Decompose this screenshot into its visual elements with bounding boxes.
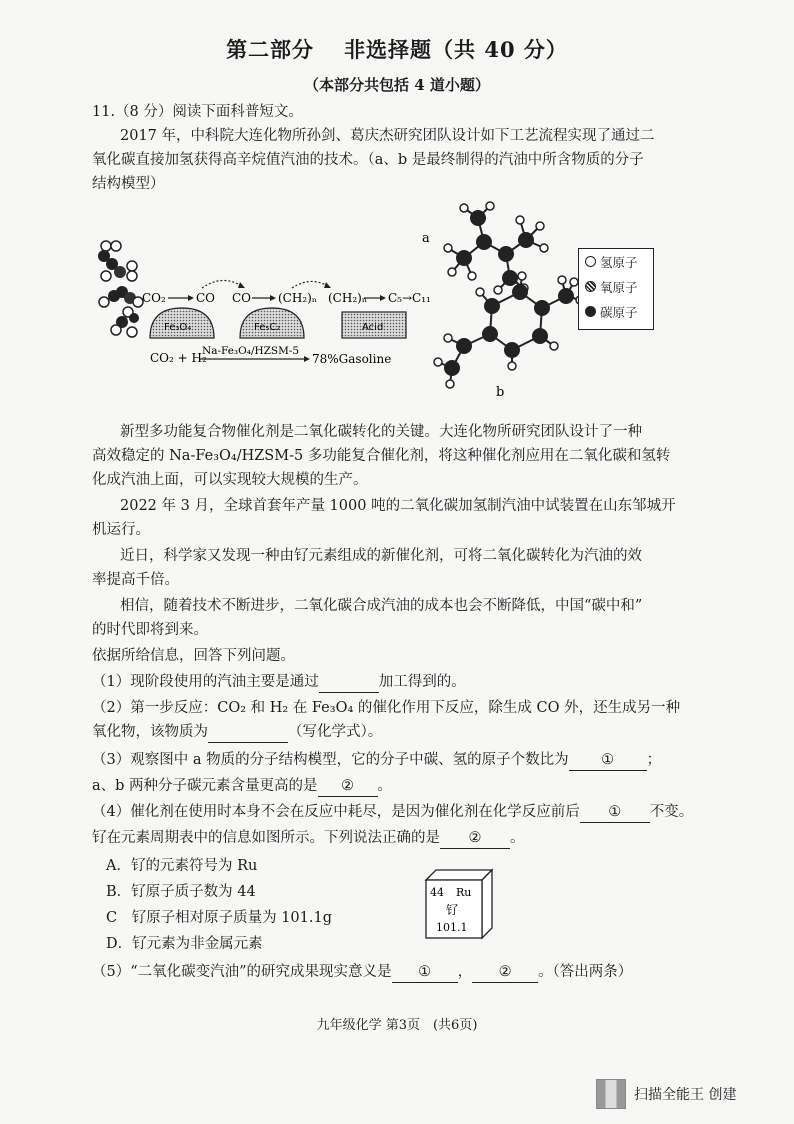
flow-label-co2: CO₂	[142, 291, 166, 305]
answer-blank[interactable]: ②	[318, 776, 378, 797]
question-4-text: （4）催化剂在使用时本身不会在反应中耗尽，是因为催化剂在化学反应前后	[92, 804, 580, 820]
element-atomic-mass: 101.1	[436, 921, 468, 934]
question-5-sep: ，	[457, 964, 473, 980]
catalyst-fe5c2-label: Fe₅C₂	[254, 322, 281, 333]
option-b[interactable]: B．钌原子质子数为 44	[106, 884, 256, 900]
intro-paragraph-line: 2017 年，中科院大连化物所孙剑、葛庆杰研究团队设计如下工艺流程实现了通过二	[120, 128, 655, 144]
article-line: 近日，科学家又发现一种由钌元素组成的新催化剂，可将二氧化碳转化为汽油的效	[120, 548, 642, 564]
question-number: 11.（8 分）阅读下面科普短文。	[92, 104, 303, 120]
question-2-line-1: （2）第一步反应：CO₂ 和 H₂ 在 Fe₃O₄ 的催化作用下反应，除生成 CO 外，还生成另一种	[92, 700, 681, 716]
question-2-text-end: （写化学式）。	[288, 724, 383, 740]
scanner-watermark-text: 扫描全能王 创建	[634, 1087, 737, 1103]
molecule-a-model	[444, 202, 548, 294]
article-line: 机运行。	[92, 522, 150, 538]
article-line: 的时代即将到来。	[92, 622, 208, 638]
option-c[interactable]: C 钌原子相对原子质量为 101.1g	[106, 910, 332, 926]
article-line: 2022 年 3 月，全球首套年产量 1000 吨的二氧化碳加氢制汽油中试装置在山东邹城开	[120, 498, 676, 514]
question-2-line-2	[92, 722, 382, 743]
legend-label-hydrogen: 氢原子	[600, 254, 638, 270]
oxygen-atom-icon	[585, 281, 596, 292]
answer-blank[interactable]: ①	[392, 962, 458, 983]
article-line: 化成汽油上面，可以实现较大规模的生产。	[92, 472, 368, 488]
flow-label-ch2n: (CH₂)ₙ	[278, 291, 318, 305]
co2-molecule-cluster	[98, 241, 143, 337]
question-4-line-1	[92, 802, 693, 823]
option-d[interactable]: D．钌元素为非金属元素	[106, 936, 263, 952]
molecule-b-model	[434, 272, 584, 388]
question-4-punct: 。	[510, 830, 525, 846]
question-5	[92, 962, 632, 983]
answer-blank[interactable]	[208, 722, 288, 743]
page-footer: 九年级化学 第3页 (共6页)	[316, 1018, 478, 1033]
question-4-text-end: 不变。	[649, 804, 694, 820]
answer-blank[interactable]: ②	[472, 962, 538, 983]
section-title-part: 第二部分	[226, 37, 315, 62]
question-3-text-2: a、b 两种分子碳元素含量更高的是	[92, 778, 318, 794]
question-5-text-end: 。（答出两条）	[538, 964, 633, 980]
legend-label-oxygen: 氧原子	[600, 279, 638, 295]
legend-item-hydrogen	[579, 249, 653, 274]
flow-label-ch2n-2: (CH₂)ₙ	[328, 291, 368, 305]
question-4-line-2	[92, 828, 525, 849]
article-line: 新型多功能复合物催化剂是二氧化碳转化的关键。大连化物所研究团队设计了一种	[120, 424, 642, 440]
question-5-text: （5）“二氧化碳变汽油”的研究成果现实意义是	[92, 964, 392, 980]
intro-paragraph-line: 结构模型）	[92, 176, 165, 192]
molecule-b-label: b	[496, 385, 505, 400]
section-title	[0, 34, 794, 64]
article-line: 高效稳定的 Na-Fe₃O₄/HZSM-5 多功能复合催化剂，将这种催化剂应用在二氧化碳和氢转	[92, 448, 671, 464]
answer-blank[interactable]: ①	[580, 802, 650, 823]
question-3-text: （3）观察图中 a 物质的分子结构模型，它的分子中碳、氢的原子个数比为	[92, 752, 569, 768]
flow-label-co-2: CO	[232, 291, 252, 305]
legend-item-carbon	[579, 299, 653, 324]
qr-code-icon	[596, 1079, 626, 1109]
catalyst-fe3o4-label: Fe₃O₄	[164, 322, 192, 333]
intro-paragraph-line: 氧化碳直接加氢获得高辛烷值汽油的技术。（a、b 是最终制得的汽油中所含物质的分子	[92, 152, 644, 168]
section-title-type: 非选择题（共 40 分）	[344, 37, 568, 62]
answer-blank[interactable]: ②	[440, 828, 510, 849]
scanner-watermark	[596, 1080, 776, 1108]
article-line: 相信，随着技术不断进步，二氧化碳合成汽油的成本也会不断降低，中国“碳中和”	[120, 598, 643, 614]
molecule-a-label: a	[422, 231, 430, 246]
question-3-punct: ；	[646, 752, 662, 768]
element-card-ru	[424, 868, 494, 940]
equation-reactants: CO₂ + H₂	[150, 351, 207, 365]
equation-catalyst: Na-Fe₃O₄/HZSM-5	[202, 345, 300, 357]
question-3-punct-2: 。	[377, 778, 393, 794]
question-1	[92, 672, 466, 693]
question-4-text-2: 钌在元素周期表中的信息如图所示。下列说法正确的是	[92, 830, 440, 846]
atom-legend	[578, 248, 654, 330]
legend-item-oxygen	[579, 274, 653, 299]
question-2-text: 氧化物，该物质为	[92, 724, 208, 740]
element-atomic-number: 44	[430, 886, 444, 899]
question-1-text: （1）现阶段使用的汽油主要是通过	[92, 674, 319, 690]
question-3-line-1	[92, 750, 661, 771]
questions-lead: 依据所给信息，回答下列问题。	[92, 648, 295, 664]
article-line: 率提高千倍。	[92, 572, 179, 588]
hydrogen-atom-icon	[585, 256, 596, 267]
equation-product: 78%Gasoline	[312, 352, 392, 366]
flow-label-co: CO	[196, 291, 216, 305]
legend-label-carbon: 碳原子	[600, 304, 638, 320]
catalyst-acid-label: Acid	[362, 322, 384, 333]
question-3-line-2	[92, 776, 392, 797]
element-symbol: Ru	[456, 886, 472, 899]
answer-blank[interactable]: ①	[569, 750, 647, 771]
element-name: 钌	[446, 903, 459, 917]
carbon-atom-icon	[585, 306, 596, 317]
section-subtitle: （本部分共包括 4 道小题）	[304, 76, 490, 94]
flow-label-c5-c11: C₅→C₁₁	[388, 291, 431, 305]
option-a[interactable]: A．钌的元素符号为 Ru	[106, 858, 258, 874]
question-1-text-end: 加工得到的。	[378, 674, 466, 690]
answer-blank[interactable]	[319, 672, 379, 693]
